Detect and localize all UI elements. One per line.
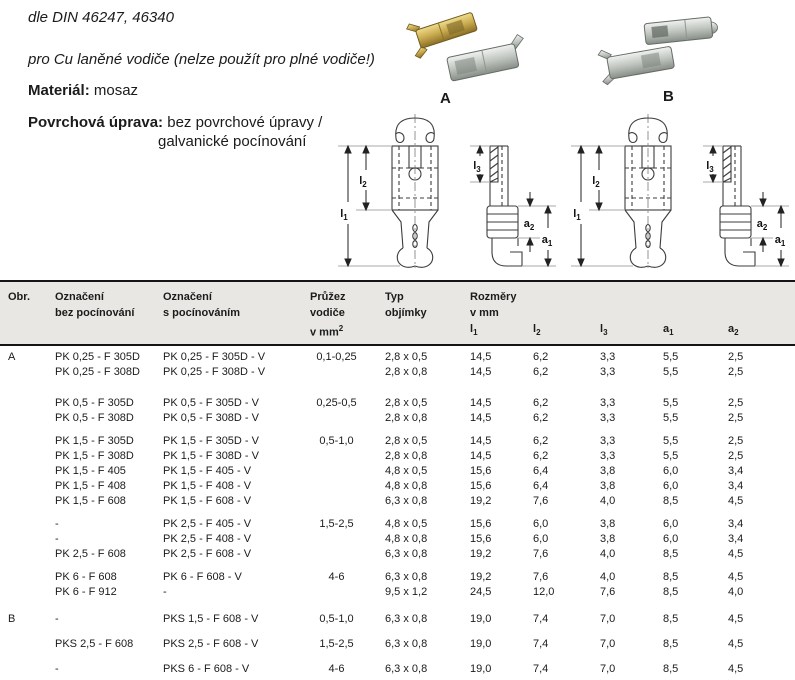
cell-a1: 5,5 <box>663 450 679 462</box>
cell-sleeve-type: 2,8 x 0,8 <box>385 412 428 424</box>
cell-designation-tinned: PK 6 - F 608 - V <box>163 571 242 583</box>
cell-obr <box>8 517 55 532</box>
cell-a2: 4,5 <box>728 548 744 560</box>
table-group <box>0 662 795 677</box>
cell-l2: 6,4 <box>533 465 549 477</box>
table-group <box>0 612 795 627</box>
cell-l1: 19,2 <box>470 495 492 507</box>
table-row <box>0 570 795 585</box>
cell-a2: 4,5 <box>728 663 744 675</box>
cell-cross-section <box>310 547 385 562</box>
cell-obr <box>8 494 55 509</box>
cell-designation-untinned: PK 1,5 - F 308D <box>55 450 134 462</box>
cell-a1: 8,5 <box>663 495 679 507</box>
cell-obr <box>8 434 55 449</box>
column-header-l1: $l_1$ <box>470 323 478 338</box>
cell-a1: 5,5 <box>663 412 679 424</box>
surface-value-2: galvanické pocínování <box>158 133 307 150</box>
cell-sleeve-type: 6,3 x 0,8 <box>385 663 428 675</box>
cell-sleeve-type: 9,5 x 1,2 <box>385 586 428 598</box>
cell-a1: 8,5 <box>663 548 679 560</box>
cell-designation-untinned: PK 1,5 - F 405 <box>55 465 126 477</box>
cell-cross-section: 0,5-1,0 <box>319 435 354 447</box>
cell-l3: 3,3 <box>600 435 616 447</box>
table-row <box>0 449 795 464</box>
dim-label-a2: $a_2$ <box>523 218 535 232</box>
cell-cross-section: 1,5-2,5 <box>319 518 354 530</box>
cell-l2: 6,2 <box>533 397 549 409</box>
material-line <box>28 82 138 99</box>
table-row <box>0 396 795 411</box>
cell-l3: 3,8 <box>600 533 616 545</box>
cell-l2: 12,0 <box>533 586 555 598</box>
cell-a1: 6,0 <box>663 465 679 477</box>
cell-cross-section <box>310 365 385 380</box>
cell-obr <box>8 662 55 677</box>
cell-l2: 6,2 <box>533 366 549 378</box>
cell-a2: 3,4 <box>728 518 744 530</box>
cell-cross-section: 0,1-0,25 <box>316 351 357 363</box>
cell-designation-untinned: PKS 2,5 - F 608 <box>55 638 134 650</box>
cell-a2: 3,4 <box>728 465 744 477</box>
cell-l1: 14,5 <box>470 450 492 462</box>
table-row <box>0 365 795 380</box>
surface-treatment-line <box>28 114 322 131</box>
cell-designation-untinned: - <box>55 533 59 545</box>
table-row <box>0 532 795 547</box>
cell-l2: 6,0 <box>533 533 549 545</box>
dim-label-l1: $l_1$ <box>340 208 348 222</box>
cell-a2: 3,4 <box>728 480 744 492</box>
cell-l2: 7,4 <box>533 638 549 650</box>
cell-l1: 19,0 <box>470 638 492 650</box>
column-header-cross-section: Průžez vodiče v $mm^2$ <box>310 291 346 339</box>
cell-l3: 4,0 <box>600 548 616 560</box>
cell-designation-tinned: PK 0,5 - F 308D - V <box>163 412 259 424</box>
table-row <box>0 464 795 479</box>
cell-l3: 7,6 <box>600 586 616 598</box>
table-row <box>0 434 795 449</box>
table-header <box>0 280 795 346</box>
dim-label-l2: $l_2$ <box>592 175 600 189</box>
cell-designation-untinned: PK 1,5 - F 305D <box>55 435 134 447</box>
cell-a1: 8,5 <box>663 663 679 675</box>
cell-l1: 15,6 <box>470 533 492 545</box>
cell-l1: 14,5 <box>470 412 492 424</box>
photo-b-label: B <box>663 88 674 105</box>
table-row <box>0 637 795 652</box>
cell-a1: 5,5 <box>663 366 679 378</box>
cell-l3: 7,0 <box>600 638 616 650</box>
cell-l2: 6,0 <box>533 518 549 530</box>
cell-designation-tinned: PK 0,25 - F 305D - V <box>163 351 266 363</box>
cell-obr: B <box>8 613 16 625</box>
cell-l1: 14,5 <box>470 435 492 447</box>
cell-designation-tinned: PK 1,5 - F 405 - V <box>163 465 252 477</box>
cell-obr <box>8 396 55 411</box>
cell-a1: 6,0 <box>663 518 679 530</box>
cell-obr <box>8 637 55 652</box>
cell-cross-section <box>310 532 385 547</box>
dimension-drawing-b <box>553 112 793 272</box>
cell-a2: 4,5 <box>728 571 744 583</box>
cell-designation-untinned: PK 0,25 - F 305D <box>55 351 140 363</box>
material-label: Materiál: <box>28 82 90 99</box>
steel-terminal-illustration <box>597 38 675 85</box>
dim-label-a1: $a_1$ <box>541 234 553 248</box>
cell-sleeve-type: 2,8 x 0,5 <box>385 351 428 363</box>
cell-l2: 6,2 <box>533 412 549 424</box>
cell-sleeve-type: 4,8 x 0,5 <box>385 518 428 530</box>
dim-label-a2: $a_2$ <box>756 218 768 232</box>
cell-a1: 8,5 <box>663 638 679 650</box>
cell-obr <box>8 365 55 380</box>
steel-terminal-illustration <box>644 16 719 44</box>
cell-cross-section <box>310 479 385 494</box>
cell-obr <box>8 479 55 494</box>
cell-designation-tinned: PK 2,5 - F 408 - V <box>163 533 252 545</box>
column-header-a1: $a_1$ <box>663 323 674 338</box>
cell-designation-untinned: PK 2,5 - F 608 <box>55 548 126 560</box>
cell-a2: 2,5 <box>728 351 744 363</box>
cell-l3: 7,0 <box>600 663 616 675</box>
cell-obr: A <box>8 351 16 363</box>
column-header-sleeve-type: Typ objímky <box>385 291 427 319</box>
cell-designation-untinned: PK 6 - F 912 <box>55 586 117 598</box>
cell-sleeve-type: 4,8 x 0,5 <box>385 465 428 477</box>
cell-l2: 7,4 <box>533 663 549 675</box>
cell-a1: 8,5 <box>663 571 679 583</box>
cell-a1: 5,5 <box>663 435 679 447</box>
cell-a1: 8,5 <box>663 586 679 598</box>
table-row <box>0 662 795 677</box>
cell-cross-section: 0,25-0,5 <box>316 397 357 409</box>
cell-designation-untinned: PK 0,5 - F 305D <box>55 397 134 409</box>
cell-l2: 6,2 <box>533 450 549 462</box>
cell-designation-untinned: PK 0,25 - F 308D <box>55 366 140 378</box>
cell-cross-section <box>310 411 385 426</box>
product-photo-a <box>404 2 544 88</box>
cell-sleeve-type: 2,8 x 0,5 <box>385 397 428 409</box>
cell-l1: 24,5 <box>470 586 492 598</box>
column-header-l2: $l_2$ <box>533 323 541 338</box>
cell-a2: 4,5 <box>728 613 744 625</box>
cell-l3: 3,3 <box>600 366 616 378</box>
table-row <box>0 350 795 365</box>
cell-l2: 6,2 <box>533 351 549 363</box>
cell-l2: 6,4 <box>533 480 549 492</box>
cell-designation-tinned: PK 1,5 - F 608 - V <box>163 495 252 507</box>
cell-obr <box>8 532 55 547</box>
cell-a2: 2,5 <box>728 450 744 462</box>
cell-l2: 7,6 <box>533 548 549 560</box>
cell-designation-tinned: PKS 2,5 - F 608 - V <box>163 638 259 650</box>
cell-sleeve-type: 2,8 x 0,8 <box>385 450 428 462</box>
cell-l3: 3,3 <box>600 397 616 409</box>
material-value: mosaz <box>89 82 139 99</box>
cell-l3: 3,8 <box>600 480 616 492</box>
cell-cross-section <box>310 494 385 509</box>
cell-l1: 19,2 <box>470 571 492 583</box>
column-header-l3: $l_3$ <box>600 323 608 338</box>
cell-a1: 5,5 <box>663 397 679 409</box>
cell-designation-tinned: PK 0,25 - F 308D - V <box>163 366 266 378</box>
cell-l2: 7,6 <box>533 495 549 507</box>
cell-designation-untinned: - <box>55 518 59 530</box>
cell-l1: 15,6 <box>470 480 492 492</box>
photo-a-label: A <box>440 90 451 107</box>
cell-designation-tinned: PK 1,5 - F 408 - V <box>163 480 252 492</box>
cell-obr <box>8 411 55 426</box>
table-group <box>0 570 795 600</box>
cell-l3: 4,0 <box>600 495 616 507</box>
cell-l2: 7,6 <box>533 571 549 583</box>
cell-l1: 15,6 <box>470 465 492 477</box>
table-group <box>0 396 795 426</box>
cell-designation-untinned: PK 1,5 - F 408 <box>55 480 126 492</box>
din-standard-note: dle DIN 46247, 46340 <box>28 9 174 26</box>
cell-a2: 2,5 <box>728 435 744 447</box>
cell-l1: 14,5 <box>470 366 492 378</box>
cell-l3: 3,3 <box>600 351 616 363</box>
column-header-dimensions: Rozměry v mm $l_1$ <box>470 282 533 346</box>
cell-a2: 2,5 <box>728 397 744 409</box>
table-row <box>0 612 795 627</box>
cell-a2: 4,0 <box>728 586 744 598</box>
cell-a2: 4,5 <box>728 495 744 507</box>
cell-designation-tinned: PK 1,5 - F 308D - V <box>163 450 259 462</box>
table-group <box>0 350 795 380</box>
cell-a1: 6,0 <box>663 533 679 545</box>
table-body <box>0 350 795 677</box>
surface-value-1: bez povrchové úpravy / <box>163 114 323 131</box>
cell-sleeve-type: 6,3 x 0,8 <box>385 571 428 583</box>
cell-designation-tinned: PKS 1,5 - F 608 - V <box>163 613 259 625</box>
cell-sleeve-type: 4,8 x 0,8 <box>385 533 428 545</box>
cell-l1: 19,0 <box>470 613 492 625</box>
usage-note: pro Cu laněné vodiče (nelze použít pro plné vodiče!) <box>28 51 375 68</box>
steel-terminal-illustration <box>445 34 529 82</box>
cell-cross-section <box>310 464 385 479</box>
cell-cross-section: 4-6 <box>328 663 345 675</box>
cell-obr <box>8 547 55 562</box>
cell-sleeve-type: 6,3 x 0,8 <box>385 548 428 560</box>
cell-sleeve-type: 2,8 x 0,8 <box>385 366 428 378</box>
cell-designation-tinned: PK 0,5 - F 305D - V <box>163 397 259 409</box>
brass-terminal-illustration <box>405 5 480 60</box>
cell-sleeve-type: 4,8 x 0,8 <box>385 480 428 492</box>
table-row <box>0 479 795 494</box>
cell-cross-section: 1,5-2,5 <box>319 638 354 650</box>
column-header-designation-tinned: Označení s pocínováním <box>163 291 241 319</box>
cell-obr <box>8 464 55 479</box>
table-group <box>0 637 795 652</box>
cell-designation-untinned: - <box>55 663 59 675</box>
cell-a2: 2,5 <box>728 366 744 378</box>
column-header-designation-untinned: Označení bez pocínování <box>55 291 135 319</box>
cell-l3: 7,0 <box>600 613 616 625</box>
cell-designation-untinned: PK 0,5 - F 308D <box>55 412 134 424</box>
cell-designation-tinned: PK 2,5 - F 405 - V <box>163 518 252 530</box>
cell-l3: 3,8 <box>600 518 616 530</box>
cell-designation-untinned: - <box>55 613 59 625</box>
dim-label-a1: $a_1$ <box>774 234 786 248</box>
table-row <box>0 494 795 509</box>
cell-cross-section: 4-6 <box>328 571 345 583</box>
cell-l2: 6,2 <box>533 435 549 447</box>
cell-a1: 8,5 <box>663 613 679 625</box>
column-header-a2: $a_2$ <box>728 323 739 338</box>
cell-designation-tinned: PKS 6 - F 608 - V <box>163 663 250 675</box>
cell-obr <box>8 449 55 464</box>
cell-l1: 14,5 <box>470 351 492 363</box>
cell-l1: 15,6 <box>470 518 492 530</box>
cell-obr <box>8 570 55 585</box>
cell-sleeve-type: 2,8 x 0,5 <box>385 435 428 447</box>
cell-l1: 19,0 <box>470 663 492 675</box>
cell-cross-section <box>310 449 385 464</box>
cell-l3: 3,3 <box>600 412 616 424</box>
cell-sleeve-type: 6,3 x 0,8 <box>385 613 428 625</box>
dim-label-l3: $l_3$ <box>706 160 714 174</box>
cell-sleeve-type: 6,3 x 0,8 <box>385 638 428 650</box>
cell-designation-tinned: - <box>163 586 167 598</box>
dimension-drawing-a <box>320 112 560 272</box>
surface-label: Povrchová úprava: <box>28 114 164 131</box>
cell-a2: 3,4 <box>728 533 744 545</box>
cell-designation-untinned: PK 1,5 - F 608 <box>55 495 126 507</box>
cell-l1: 14,5 <box>470 397 492 409</box>
cell-l2: 7,4 <box>533 613 549 625</box>
cell-designation-untinned: PK 6 - F 608 <box>55 571 117 583</box>
dim-label-l3: $l_3$ <box>473 160 481 174</box>
table-group <box>0 434 795 509</box>
cell-l1: 19,2 <box>470 548 492 560</box>
dim-label-l1: $l_1$ <box>573 208 581 222</box>
cell-cross-section: 0,5-1,0 <box>319 613 354 625</box>
product-photo-b <box>590 6 735 86</box>
column-header-obr: Obr. <box>8 291 31 303</box>
cell-obr <box>8 585 55 600</box>
cell-a1: 5,5 <box>663 351 679 363</box>
table-row <box>0 547 795 562</box>
dim-label-l2: $l_2$ <box>359 175 367 189</box>
cell-l3: 3,8 <box>600 465 616 477</box>
table-row <box>0 585 795 600</box>
cell-l3: 3,3 <box>600 450 616 462</box>
table-row <box>0 517 795 532</box>
cell-l3: 4,0 <box>600 571 616 583</box>
cell-sleeve-type: 6,3 x 0,8 <box>385 495 428 507</box>
table-row <box>0 411 795 426</box>
table-group <box>0 517 795 562</box>
cell-designation-tinned: PK 1,5 - F 305D - V <box>163 435 259 447</box>
cell-a1: 6,0 <box>663 480 679 492</box>
cell-cross-section <box>310 585 385 600</box>
cell-designation-tinned: PK 2,5 - F 608 - V <box>163 548 252 560</box>
cell-a2: 4,5 <box>728 638 744 650</box>
cell-a2: 2,5 <box>728 412 744 424</box>
